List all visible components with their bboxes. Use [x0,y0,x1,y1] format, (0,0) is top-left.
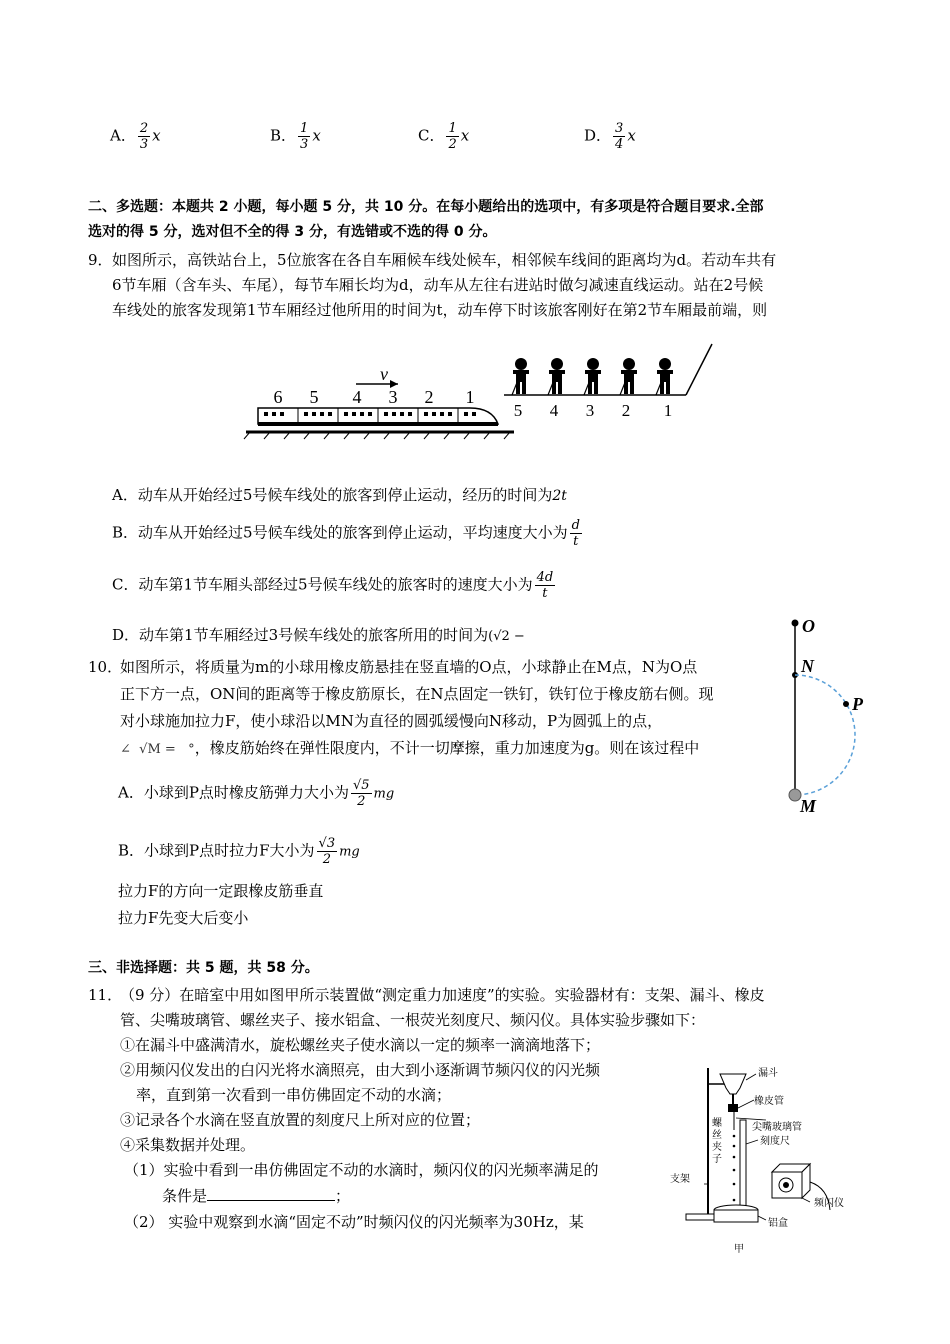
velocity-label: v [380,364,388,384]
line-number-1: 1 [663,401,673,420]
q10-option-c: 拉力F的方向一定跟橡皮筋垂直 [118,882,324,900]
q8-option-d: D． $\frac{3}{4}$ x [584,121,636,152]
car-number-1: 1 [465,387,475,407]
svg-text:螺: 螺 [712,1118,722,1129]
q10-line1: 如图所示，将质量为m的小球用橡皮筋悬挂在竖直墙的O点，小球静止在M点，N为O点 [120,658,698,676]
q9-option-d: D．动车第1节车厢经过3号候车线处的旅客所用的时间为(√2 − [112,626,525,644]
q9-line1: 如图所示，高铁站台上，5位旅客在各自车厢候车线处候车，相邻候车线间的距离均为d。若动车共有 [112,251,777,269]
point-p: P [852,694,863,714]
svg-text:支架: 支架 [670,1174,690,1185]
svg-text:漏斗: 漏斗 [758,1068,778,1079]
section3-title: 三、非选择题：共 5 题，共 58 分。 [88,960,319,976]
q10-number: 10． [88,658,123,676]
svg-text:尖嘴玻璃管: 尖嘴玻璃管 [752,1122,802,1133]
q11-step1: ①在漏斗中盛满清水，旋松螺丝夹子使水滴以一定的频率一滴滴地落下； [120,1036,601,1054]
q11-line2: 管、尖嘴玻璃管、螺丝夹子、接水铝盒、一根荧光刻度尺、频闪仪。具体实验步骤如下： [120,1011,706,1029]
q9-number: 9． [88,251,113,269]
q9-line2: 6节车厢（含车头、车尾），每节车厢长均为d，动车从左往右进站时做匀减速直线运动。站在2号候 [112,276,764,294]
point-o: O [802,616,815,636]
q11-apparatus-figure [668,1060,868,1260]
svg-text:丝: 丝 [712,1130,722,1141]
line-number-5: 5 [513,401,523,420]
svg-text:甲: 甲 [734,1244,744,1255]
car-number-4: 4 [352,387,362,407]
q8-option-a: A． $\frac{2}{3}$ x [110,121,161,152]
car-number-5: 5 [309,387,319,407]
svg-text:橡皮管: 橡皮管 [754,1096,784,1107]
q10-figure [780,612,880,818]
q9-option-c: C．动车第1节车厢头部经过5号候车线处的旅客时的速度大小为 $\frac{4d}{t}$ [112,570,554,601]
q9-train-figure [240,340,720,440]
point-n: N [801,656,814,676]
line-number-3: 3 [585,401,595,420]
svg-text:频闪仪: 频闪仪 [814,1198,844,1209]
line-number-4: 4 [549,401,559,420]
q11-step2a: ②用频闪仪发出的白闪光将水滴照亮，由大到小逐渐调节频闪仪的闪光频 [120,1061,601,1079]
q8-option-c: C． $\frac{1}{2}$ x [418,121,470,152]
section2-line2: 选对的得 5 分，选对但不全的得 3 分，有选错或不选的得 0 分。 [88,224,497,240]
q11-step4: ④采集数据并处理。 [120,1136,256,1154]
q10-line2: 正下方一点，ON间的距离等于橡皮筋原长，在N点固定一铁钉，铁钉位于橡皮筋右侧。现 [120,685,714,703]
svg-text:夹: 夹 [712,1142,722,1153]
q11-line1: （9 分）在暗室中用如图甲所示装置做“测定重力加速度”的实验。实验器材有：支架、漏斗、橡皮 [120,986,765,1004]
q11-step3: ③记录各个水滴在竖直放置的刻度尺上所对应的位置； [120,1111,481,1129]
svg-text:子: 子 [712,1154,722,1165]
q10-line4: ∠ √M = °，橡皮筋始终在弹性限度内，不计一切摩擦，重力加速度为g。则在该过程中 [120,739,700,757]
q11-sub1a: （1）实验中看到一串仿佛固定不动的水滴时，频闪仪的闪光频率满足的 [124,1161,599,1179]
q11-sub1b: 条件是 ； [162,1187,351,1205]
q11-number: 11． [88,986,123,1004]
car-number-3: 3 [388,387,398,407]
q9-line3: 车线处的旅客发现第1节车厢经过他所用的时间为t，动车停下时该旅客刚好在第2节车厢最前端，则 [112,301,768,319]
q10-option-b: B．小球到P点时拉力F大小为 $\frac{√3}{2}$ mg [118,836,360,867]
svg-text:铝盒: 铝盒 [768,1218,788,1229]
point-m: M [800,796,817,816]
q11-sub2: （2） 实验中观察到水滴“固定不动”时频闪仪的闪光频率为30Hz，某 [124,1213,584,1231]
line-number-2: 2 [621,401,631,420]
q10-line3: 对小球施加拉力F，使小球沿以MN为直径的圆弧缓慢向N移动，P为圆弧上的点， [120,712,663,730]
svg-text:刻度尺: 刻度尺 [760,1136,790,1147]
q9-option-b: B．动车从开始经过5号候车线处的旅客到停止运动，平均速度大小为 $\frac{d}{t}$ [112,518,580,549]
answer-blank[interactable] [207,1188,335,1201]
car-number-2: 2 [424,387,434,407]
q9-option-a: A．动车从开始经过5号候车线处的旅客到停止运动，经历的时间为2t [112,486,567,504]
car-number-6: 6 [273,387,283,407]
q8-option-b: B． $\frac{1}{3}$ x [270,121,321,152]
q10-option-a: A．小球到P点时橡皮筋弹力大小为 $\frac{√5}{2}$ mg [118,778,395,809]
section2-line1: 二、多选题：本题共 2 小题，每小题 5 分，共 10 分。在每小题给出的选项中，有多项是符合题目要求.全部 [88,199,764,215]
q10-option-d: 拉力F先变大后变小 [118,909,249,927]
q11-step2b: 率，直到第一次看到一串仿佛固定不动的水滴； [136,1086,452,1104]
